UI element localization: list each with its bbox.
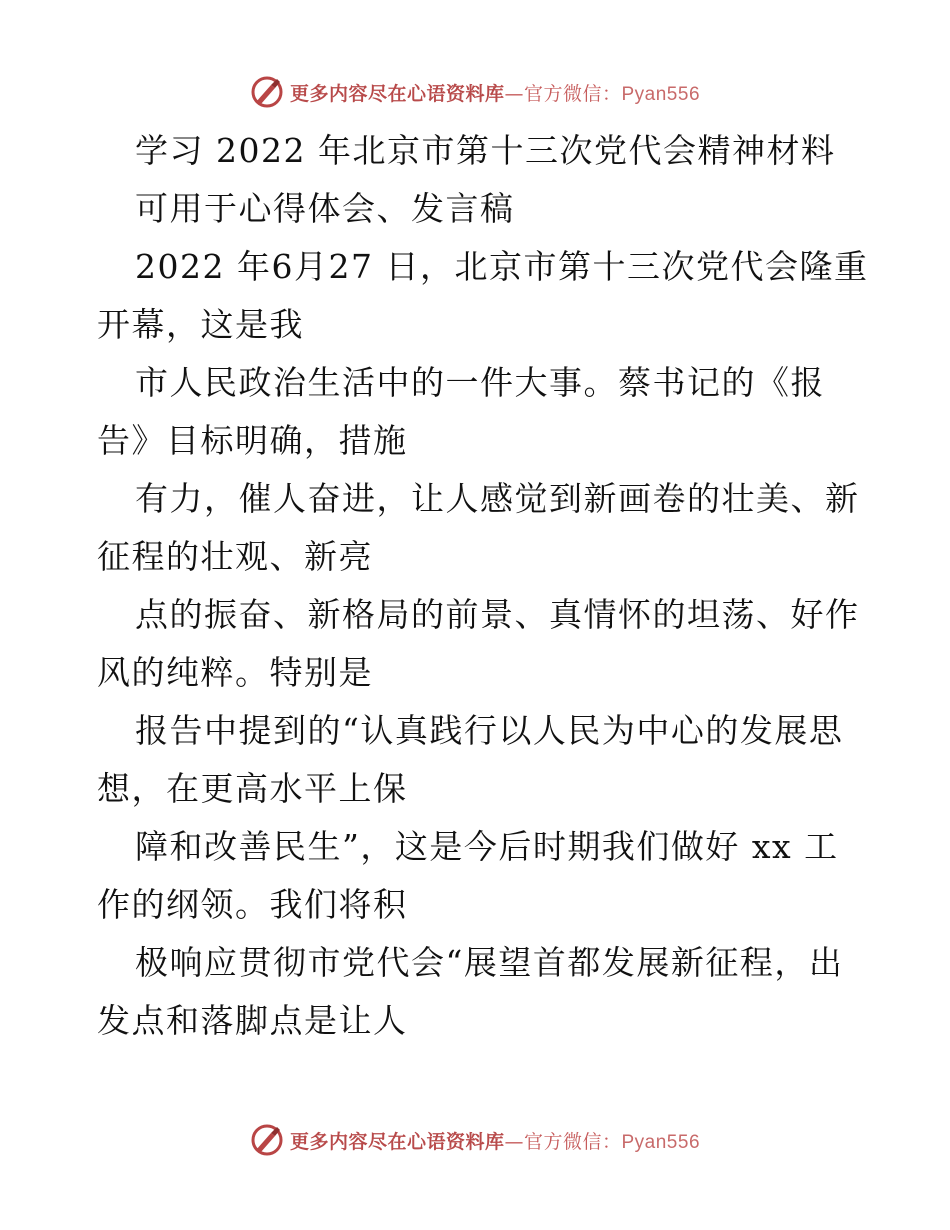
watermark-contact-label: 官方微信： — [523, 1130, 622, 1153]
pen-logo-icon — [250, 75, 284, 109]
paragraph-line: 点的振奋、新格局的前景、真情怀的坦荡、好作 — [135, 595, 860, 634]
paragraph-line: 报告中提到的“认真践行以人民为中心的发展思 — [135, 711, 844, 750]
paragraph-line: 告》目标明确，措施 — [97, 421, 408, 460]
watermark-text — [290, 79, 700, 106]
watermark-brand: 更多内容尽在心语资料库 — [289, 1130, 505, 1153]
document-subtitle: 可用于心得体会、发言稿 — [135, 189, 515, 228]
watermark-separator: — — [504, 82, 524, 105]
pen-logo-icon — [250, 1123, 284, 1157]
paragraph-line: 极响应贯彻市党代会“展望首都发展新征程，出 — [135, 943, 844, 982]
watermark-text — [290, 1127, 700, 1154]
watermark-contact-id: Pyan556 — [621, 1131, 701, 1153]
paragraph-line: 市人民政治生活中的一件大事。蔡书记的《报 — [135, 363, 825, 402]
watermark-contact-label: 官方微信： — [523, 82, 622, 105]
paragraph-line: 征程的壮观、新亮 — [97, 537, 373, 576]
paragraph-line: 开幕，这是我 — [97, 305, 304, 344]
document-body — [97, 122, 869, 1050]
watermark-contact-id: Pyan556 — [621, 83, 701, 105]
paragraph-line: 发点和落脚点是让人 — [97, 1001, 408, 1040]
footer-watermark — [0, 1120, 950, 1160]
paragraph-line: 有力，催人奋进，让人感觉到新画卷的壮美、新 — [135, 479, 860, 518]
paragraph-line: 想，在更高水平上保 — [97, 769, 408, 808]
document-title: 学习 2022 年北京市第十三次党代会精神材料 — [135, 131, 836, 170]
paragraph-line: 作的纲领。我们将积 — [97, 885, 408, 924]
header-watermark — [0, 72, 950, 112]
paragraph-line: 2022 年6月27 日，北京市第十三次党代会隆重 — [135, 247, 869, 286]
paragraph-line: 障和改善民生”，这是今后时期我们做好 xx 工 — [135, 827, 839, 866]
paragraph-line: 风的纯粹。特别是 — [97, 653, 373, 692]
watermark-brand: 更多内容尽在心语资料库 — [289, 82, 505, 105]
watermark-separator: — — [504, 1130, 524, 1153]
